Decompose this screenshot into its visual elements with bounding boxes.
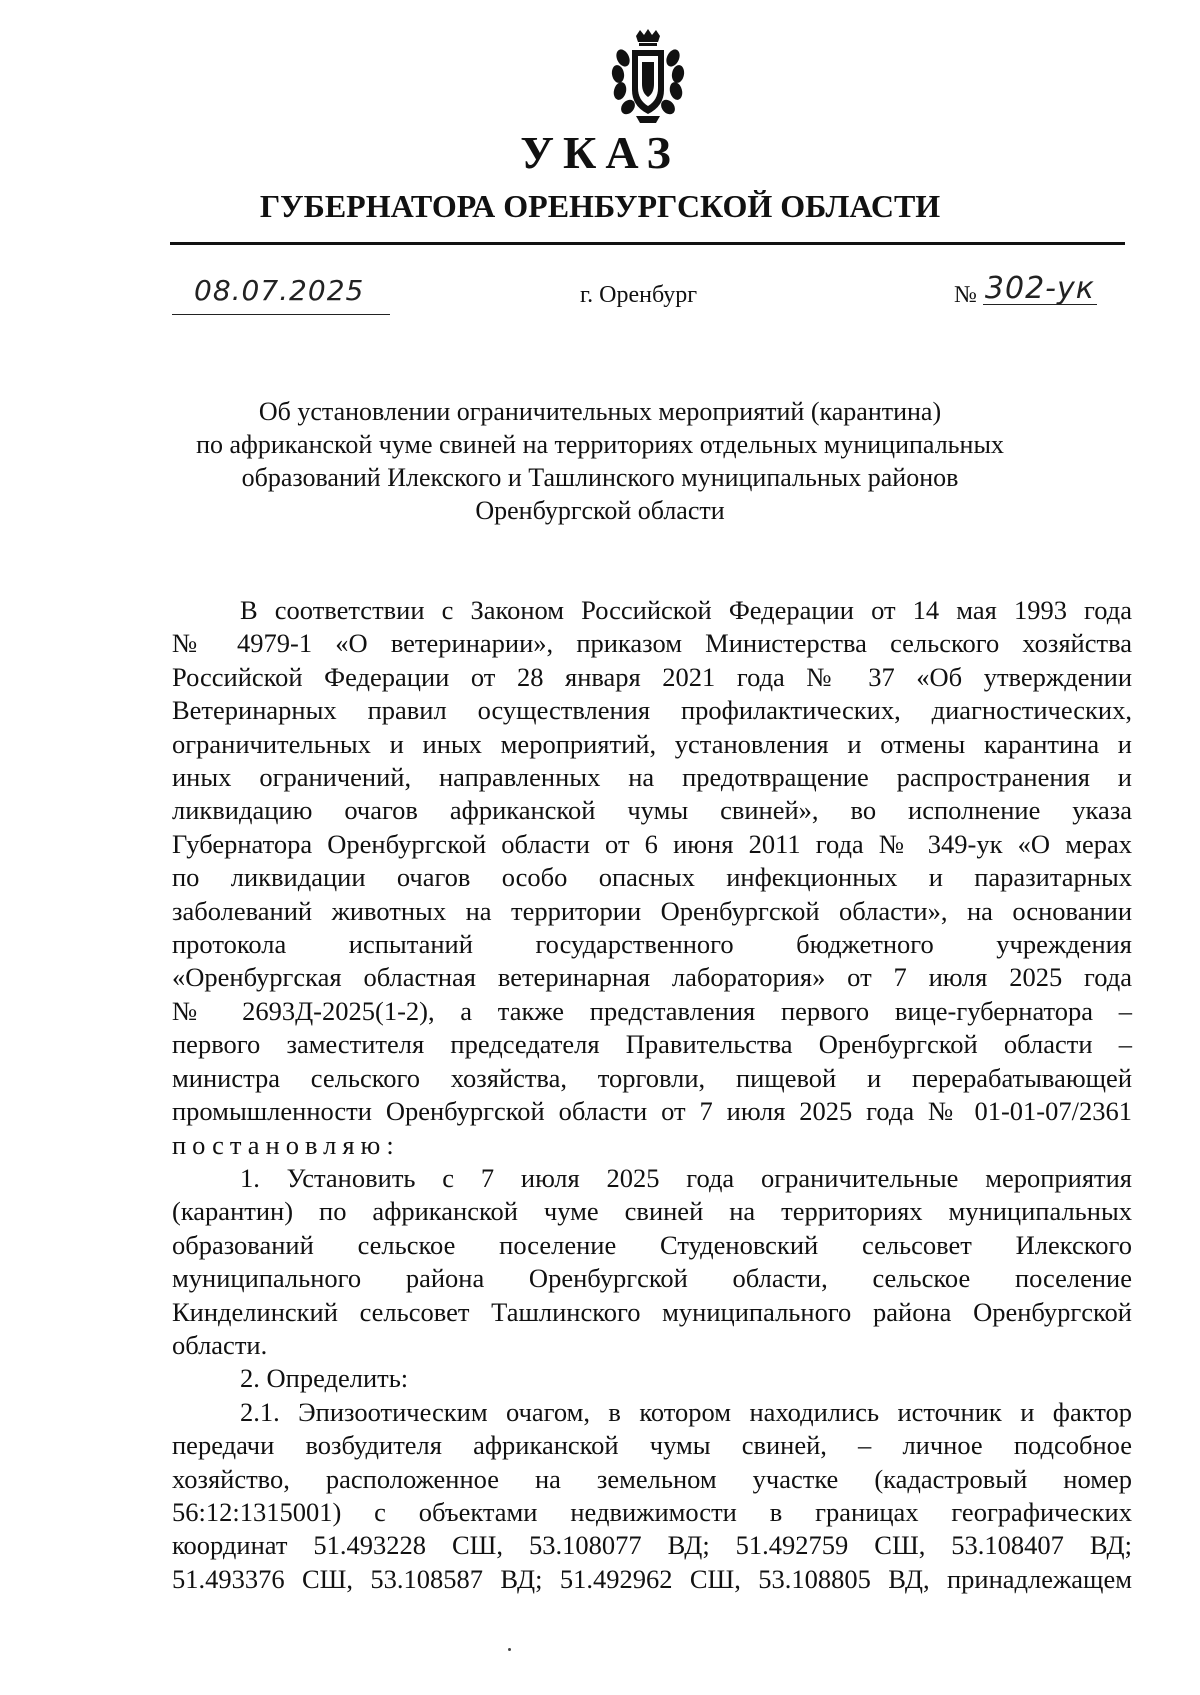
subject-line: Об установлении ограничительных мероприятий (карантина) xyxy=(258,397,942,426)
text-line: ограничительных и иных мероприятий, установления и отмены карантина и xyxy=(172,728,1132,759)
signing-date-value: 08.07.2025 xyxy=(194,274,365,307)
text-line: образований сельское поселение Студеновский сельсовет Илекского xyxy=(172,1229,1132,1260)
item-2-paragraph xyxy=(172,1362,1132,1395)
signing-date xyxy=(172,272,390,315)
text-line: заболеваний животных на территории Оренбургской области», на основании xyxy=(172,895,1132,926)
text-line: 56:12:1315001) с объектами недвижимости в границах географических xyxy=(172,1496,1132,1527)
text-line: области. xyxy=(172,1329,268,1360)
text-line: иных ограничений, направленных на предотвращение распространения и xyxy=(172,762,1132,793)
coat-of-arms-icon xyxy=(596,28,700,128)
city-label: г. Оренбург xyxy=(580,282,698,308)
subject-line: Оренбургской области xyxy=(475,496,725,525)
text-line: 2. Определить: xyxy=(240,1363,409,1394)
text-line: Кинделинский сельсовет Ташлинского муниципального района Оренбургской xyxy=(172,1296,1132,1327)
text-line: № 2693Д-2025(1-2), а также представления первого вице-губернатора – xyxy=(172,995,1132,1026)
text-line: промышленности Оренбургской области от 7 июля 2025 года № 01-01-07/2361 xyxy=(172,1096,1132,1127)
item-1-paragraph xyxy=(172,1162,1132,1362)
text-line: Российской Федерации от 28 января 2021 года № 37 «Об утверждении xyxy=(172,661,1132,692)
text-line: Ветеринарных правил осуществления профилактических, диагностических, xyxy=(172,695,1132,726)
decree-body xyxy=(172,594,1132,1596)
text-line: 1. Установить с 7 июля 2025 года ограничительные мероприятия xyxy=(240,1162,1132,1193)
issuer-title: ГУБЕРНАТОРА ОРЕНБУРГСКОЙ ОБЛАСТИ xyxy=(259,188,941,224)
text-line: координат 51.493228 СШ, 53.108077 ВД; 51.492759 СШ, 53.108407 ВД; xyxy=(172,1530,1132,1561)
text-line: «Оренбургская областная ветеринарная лаборатория» от 7 июля 2025 года xyxy=(172,962,1132,993)
text-line: ликвидацию очагов африканской чумы свиней», во исполнение указа xyxy=(172,795,1132,826)
text-line: министра сельского хозяйства, торговли, пищевой и перерабатывающей xyxy=(172,1062,1132,1093)
text-line: протокола испытаний государственного бюджетного учреждения xyxy=(172,929,1132,960)
document-type-title: УКАЗ xyxy=(520,127,680,178)
text-line: В соответствии с Законом Российской Федерации от 14 мая 1993 года xyxy=(240,595,1132,625)
document-number-value: 302-ук xyxy=(984,271,1095,306)
scan-speck xyxy=(508,1648,511,1651)
text-line: муниципального района Оренбургской области, сельское поселение xyxy=(172,1263,1132,1294)
text-line: № 4979-1 «О ветеринарии», приказом Министерства сельского хозяйства xyxy=(172,628,1132,659)
preamble-paragraph xyxy=(172,594,1132,1162)
decree-word: постановляю: xyxy=(172,1129,400,1160)
text-line: 2.1. Эпизоотическим очагом, в котором находились источник и фактор xyxy=(240,1396,1132,1427)
document-number xyxy=(954,271,1097,310)
text-line: Губернатора Оренбургской области от 6 июня 2011 года № 349-ук «О мерах xyxy=(172,828,1132,859)
subject-line: образований Илекского и Ташлинского муниципальных районов xyxy=(241,463,959,492)
decree-subject xyxy=(150,395,1050,527)
header-divider xyxy=(170,242,1125,245)
text-line: хозяйство, расположенное на земельном участке (кадастровый номер xyxy=(172,1463,1132,1494)
item-2-1-paragraph xyxy=(172,1396,1132,1596)
text-line: по ликвидации очагов особо опасных инфекционных и паразитарных xyxy=(172,862,1132,893)
text-line: 51.493376 СШ, 53.108587 ВД; 51.492962 СШ, 53.108805 ВД, принадлежащем xyxy=(172,1563,1132,1594)
text-line: первого заместителя председателя Правительства Оренбургской области – xyxy=(172,1029,1132,1060)
text-line: (карантин) по африканской чуме свиней на территориях муниципальных xyxy=(172,1196,1132,1227)
subject-line: по африканской чуме свиней на территориях отдельных муниципальных xyxy=(196,430,1004,459)
number-prefix: № xyxy=(954,282,977,308)
text-line: передачи возбудителя африканской чумы свиней, – личное подсобное xyxy=(172,1430,1132,1461)
